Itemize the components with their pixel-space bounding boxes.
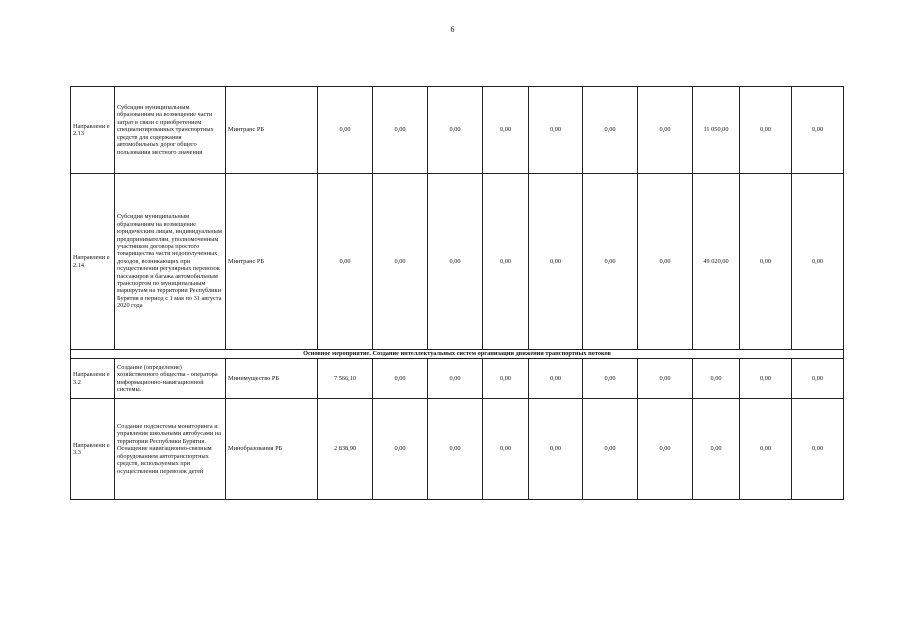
row-value: 0,00	[428, 399, 483, 500]
row-value: 0,00	[373, 87, 428, 174]
row-value: 49 020,00	[693, 174, 740, 350]
row-value: 0,00	[529, 399, 583, 500]
page-number: 6	[450, 25, 455, 34]
row-value: 0,00	[428, 87, 483, 174]
row-value: 0,00	[638, 399, 693, 500]
row-value: 0,00	[583, 174, 638, 350]
row-value: 0,00	[740, 174, 792, 350]
row-value: 0,00	[638, 359, 693, 399]
row-value: 0,00	[373, 359, 428, 399]
table-row	[71, 87, 844, 174]
row-value: 2 838,90	[318, 399, 373, 500]
section-title: Основное мероприятие. Создание интеллектуальных систем организации движения транспортных потоков	[71, 350, 844, 359]
row-value: 0,00	[318, 87, 373, 174]
row-value: 11 050,00	[693, 87, 740, 174]
table-row	[71, 399, 844, 500]
row-value: 0,00	[583, 399, 638, 500]
row-value: 0,00	[792, 87, 844, 174]
row-value: 0,00	[529, 87, 583, 174]
row-value: 0,00	[483, 174, 529, 350]
row-name: Субсидии муниципальным образованиям на возмещение части затрат в связи с приобретением специализированных транспортных средств для содержания автомобильных дорог общего пользования местного значения	[115, 87, 226, 174]
row-name: Создание (определение) хозяйственного общества - оператора информационно-навигационной системы.	[115, 359, 226, 399]
row-value: 0,00	[529, 359, 583, 399]
row-name: Субсидия муниципальным образованиям на возмещение юридическим лицам, индивидуальным предпринимателям, уполномоченным участником договора простого товарищества части недополученных доходов, возникающих при осуществлении регулярных перевозок пассажиров и багажа автомобильным транспортом по муниципальным маршрутам на территории Республики Бурятия в период с 1 мая по 31 августа 2020 года	[115, 174, 226, 350]
section-row	[71, 350, 844, 359]
row-code: Направлени е 2.13	[71, 87, 115, 174]
row-value: 0,00	[373, 399, 428, 500]
row-value: 0,00	[428, 174, 483, 350]
row-value: 0,00	[792, 359, 844, 399]
row-value: 0,00	[792, 399, 844, 500]
row-value: 0,00	[740, 399, 792, 500]
row-responsible: Минтранс РБ	[226, 87, 318, 174]
row-code: Направлени е 2.14	[71, 174, 115, 350]
row-value: 0,00	[583, 359, 638, 399]
table-row	[71, 359, 844, 399]
row-value: 0,00	[638, 174, 693, 350]
row-responsible: Минобразования РБ	[226, 399, 318, 500]
row-value: 0,00	[740, 87, 792, 174]
row-value: 0,00	[318, 174, 373, 350]
row-value: 0,00	[373, 174, 428, 350]
row-value: 7 566,10	[318, 359, 373, 399]
row-value: 0,00	[529, 174, 583, 350]
program-table	[70, 86, 844, 500]
row-value: 0,00	[483, 87, 529, 174]
row-value: 0,00	[483, 399, 529, 500]
table-row	[71, 174, 844, 350]
row-value: 0,00	[638, 87, 693, 174]
row-value: 0,00	[740, 359, 792, 399]
row-value: 0,00	[428, 359, 483, 399]
row-responsible: Минимущество РБ	[226, 359, 318, 399]
row-responsible: Минтранс РБ	[226, 174, 318, 350]
row-name: Создание подсистемы мониторинга и управления школьными автобусами на территории Республики Бурятия. Оснащение навигационно-связным оборудованием автотранспортных средств, используемых при осуществлении перевозок детей	[115, 399, 226, 500]
row-value: 0,00	[693, 399, 740, 500]
row-value: 0,00	[583, 87, 638, 174]
row-value: 0,00	[483, 359, 529, 399]
row-value: 0,00	[792, 174, 844, 350]
row-code: Направлени е 3.3	[71, 399, 115, 500]
row-value: 0,00	[693, 359, 740, 399]
row-code: Направлени е 3.2	[71, 359, 115, 399]
